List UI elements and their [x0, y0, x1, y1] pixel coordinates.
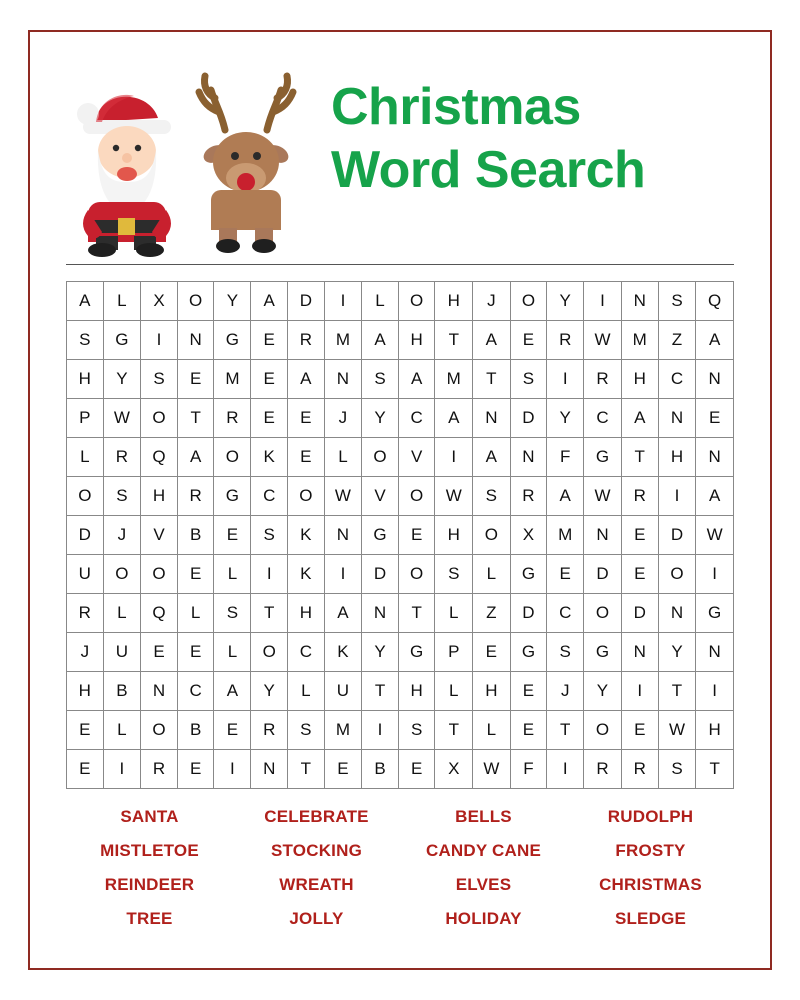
- grid-cell[interactable]: L: [435, 594, 473, 633]
- grid-row: [67, 399, 734, 438]
- grid-body: [67, 282, 734, 789]
- grid-cell[interactable]: Y: [658, 633, 696, 672]
- grid-cell[interactable]: A: [177, 438, 214, 477]
- grid-cell[interactable]: E: [67, 750, 104, 789]
- grid-cell[interactable]: O: [584, 594, 622, 633]
- grid-cell[interactable]: W: [103, 399, 141, 438]
- grid-cell[interactable]: T: [696, 750, 734, 789]
- word-list-item: ELVES: [455, 875, 512, 894]
- grid-cell[interactable]: D: [67, 516, 104, 555]
- grid-cell[interactable]: T: [288, 750, 325, 789]
- grid-cell[interactable]: O: [141, 711, 178, 750]
- grid-row: [67, 360, 734, 399]
- grid-cell[interactable]: C: [177, 672, 214, 711]
- grid-cell[interactable]: N: [141, 672, 178, 711]
- grid-cell[interactable]: Y: [362, 633, 399, 672]
- grid-cell[interactable]: Y: [547, 282, 584, 321]
- grid-cell[interactable]: I: [103, 750, 141, 789]
- grid-cell[interactable]: Q: [141, 438, 178, 477]
- grid-cell[interactable]: E: [510, 321, 547, 360]
- grid-cell[interactable]: O: [398, 477, 435, 516]
- grid-cell[interactable]: A: [696, 321, 734, 360]
- grid-cell[interactable]: E: [288, 438, 325, 477]
- grid-cell[interactable]: S: [67, 321, 104, 360]
- word-list-item: SLEDGE: [614, 909, 687, 928]
- grid-row: [67, 672, 734, 711]
- grid-cell[interactable]: T: [547, 711, 584, 750]
- grid-cell[interactable]: V: [398, 438, 435, 477]
- grid-cell[interactable]: H: [473, 672, 511, 711]
- grid-row: [67, 282, 734, 321]
- grid-cell[interactable]: I: [435, 438, 473, 477]
- grid-cell[interactable]: E: [251, 399, 288, 438]
- grid-cell[interactable]: T: [621, 438, 658, 477]
- word-list: [66, 807, 734, 929]
- grid-cell[interactable]: E: [696, 399, 734, 438]
- grid-cell[interactable]: I: [696, 555, 734, 594]
- grid-cell[interactable]: R: [141, 750, 178, 789]
- grid-cell[interactable]: H: [696, 711, 734, 750]
- grid-cell[interactable]: S: [658, 750, 696, 789]
- grid-cell[interactable]: B: [362, 750, 399, 789]
- grid-cell[interactable]: A: [67, 282, 104, 321]
- grid-cell[interactable]: J: [67, 633, 104, 672]
- word-list-item: STOCKING: [270, 841, 363, 860]
- grid-cell[interactable]: Y: [584, 672, 622, 711]
- grid-row: [67, 594, 734, 633]
- grid-cell[interactable]: E: [177, 360, 214, 399]
- grid-cell[interactable]: E: [177, 633, 214, 672]
- grid-cell[interactable]: E: [214, 516, 251, 555]
- grid-cell[interactable]: L: [473, 555, 511, 594]
- word-list-item: CHRISTMAS: [599, 875, 702, 894]
- grid-cell[interactable]: A: [288, 360, 325, 399]
- grid-cell[interactable]: I: [324, 555, 362, 594]
- grid-cell[interactable]: N: [251, 750, 288, 789]
- grid-cell[interactable]: D: [510, 594, 547, 633]
- grid-cell[interactable]: R: [584, 360, 622, 399]
- grid-cell[interactable]: N: [324, 360, 362, 399]
- grid-cell[interactable]: E: [510, 672, 547, 711]
- grid-row: [67, 438, 734, 477]
- grid-cell[interactable]: N: [696, 360, 734, 399]
- word-list-item: MISTLETOE: [100, 841, 199, 860]
- grid-cell[interactable]: I: [658, 477, 696, 516]
- worksheet-border: [28, 30, 772, 970]
- word-list-item: FROSTY: [615, 841, 686, 860]
- grid-cell[interactable]: O: [658, 555, 696, 594]
- grid-cell[interactable]: E: [141, 633, 178, 672]
- grid-cell[interactable]: T: [362, 672, 399, 711]
- grid-cell[interactable]: A: [473, 438, 511, 477]
- grid-cell[interactable]: S: [435, 555, 473, 594]
- grid-cell[interactable]: Y: [362, 399, 399, 438]
- grid-cell[interactable]: T: [473, 360, 511, 399]
- word-list-item: CANDY CANE: [425, 841, 542, 860]
- grid-cell[interactable]: I: [584, 282, 622, 321]
- grid-cell[interactable]: G: [214, 477, 251, 516]
- grid-cell[interactable]: H: [141, 477, 178, 516]
- grid-cell[interactable]: R: [547, 321, 584, 360]
- grid-cell[interactable]: H: [621, 360, 658, 399]
- grid-cell[interactable]: C: [547, 594, 584, 633]
- grid-cell[interactable]: O: [288, 477, 325, 516]
- grid-cell[interactable]: L: [214, 555, 251, 594]
- grid-cell[interactable]: S: [362, 360, 399, 399]
- grid-cell[interactable]: A: [398, 360, 435, 399]
- grid-cell[interactable]: R: [103, 438, 141, 477]
- grid-cell[interactable]: G: [362, 516, 399, 555]
- grid-cell[interactable]: L: [103, 711, 141, 750]
- grid-cell[interactable]: S: [251, 516, 288, 555]
- grid-cell[interactable]: U: [324, 672, 362, 711]
- grid-cell[interactable]: E: [621, 516, 658, 555]
- grid-cell[interactable]: C: [251, 477, 288, 516]
- grid-cell[interactable]: N: [621, 633, 658, 672]
- grid-cell[interactable]: G: [510, 633, 547, 672]
- grid-cell[interactable]: C: [658, 360, 696, 399]
- grid-cell[interactable]: M: [324, 321, 362, 360]
- grid-cell[interactable]: T: [658, 672, 696, 711]
- grid-cell[interactable]: C: [584, 399, 622, 438]
- worksheet-header: [66, 54, 734, 254]
- grid-cell[interactable]: V: [362, 477, 399, 516]
- grid-cell[interactable]: A: [362, 321, 399, 360]
- grid-cell[interactable]: X: [435, 750, 473, 789]
- grid-cell[interactable]: N: [658, 399, 696, 438]
- grid-cell[interactable]: S: [473, 477, 511, 516]
- grid-cell[interactable]: E: [398, 516, 435, 555]
- grid-cell[interactable]: S: [103, 477, 141, 516]
- grid-cell[interactable]: E: [251, 360, 288, 399]
- grid-cell[interactable]: N: [324, 516, 362, 555]
- grid-cell[interactable]: R: [214, 399, 251, 438]
- grid-cell[interactable]: W: [696, 516, 734, 555]
- grid-cell[interactable]: Y: [214, 282, 251, 321]
- grid-cell[interactable]: S: [288, 711, 325, 750]
- grid-cell[interactable]: O: [103, 555, 141, 594]
- grid-row: [67, 516, 734, 555]
- grid-cell[interactable]: L: [67, 438, 104, 477]
- grid-cell[interactable]: D: [510, 399, 547, 438]
- grid-cell[interactable]: S: [658, 282, 696, 321]
- grid-cell[interactable]: K: [288, 555, 325, 594]
- grid-cell[interactable]: L: [214, 633, 251, 672]
- grid-cell[interactable]: Q: [696, 282, 734, 321]
- grid-cell[interactable]: H: [398, 672, 435, 711]
- grid-cell[interactable]: R: [67, 594, 104, 633]
- grid-cell[interactable]: C: [288, 633, 325, 672]
- grid-cell[interactable]: N: [696, 438, 734, 477]
- grid-row: [67, 711, 734, 750]
- grid-cell[interactable]: P: [67, 399, 104, 438]
- grid-cell[interactable]: I: [324, 282, 362, 321]
- grid-cell[interactable]: E: [177, 555, 214, 594]
- grid-row: [67, 555, 734, 594]
- grid-cell[interactable]: K: [324, 633, 362, 672]
- grid-cell[interactable]: E: [177, 750, 214, 789]
- grid-cell[interactable]: O: [141, 399, 178, 438]
- grid-cell[interactable]: S: [214, 594, 251, 633]
- grid-cell[interactable]: G: [584, 438, 622, 477]
- grid-cell[interactable]: T: [398, 594, 435, 633]
- grid-cell[interactable]: U: [67, 555, 104, 594]
- reindeer-icon: [185, 60, 307, 260]
- grid-cell[interactable]: I: [214, 750, 251, 789]
- word-list-item: SANTA: [120, 807, 179, 826]
- grid-cell[interactable]: R: [621, 477, 658, 516]
- grid-cell[interactable]: N: [177, 321, 214, 360]
- grid-cell[interactable]: P: [435, 633, 473, 672]
- mascot-illustrations: [66, 54, 307, 260]
- header-divider: [66, 264, 734, 265]
- grid-cell[interactable]: H: [398, 321, 435, 360]
- grid-cell[interactable]: N: [473, 399, 511, 438]
- grid-cell[interactable]: O: [362, 438, 399, 477]
- grid-cell[interactable]: I: [621, 672, 658, 711]
- grid-cell[interactable]: O: [177, 282, 214, 321]
- grid-cell[interactable]: W: [584, 477, 622, 516]
- word-list-item: JOLLY: [289, 909, 344, 928]
- grid-cell[interactable]: O: [141, 555, 178, 594]
- grid-cell[interactable]: O: [67, 477, 104, 516]
- grid-cell[interactable]: L: [473, 711, 511, 750]
- grid-cell[interactable]: H: [288, 594, 325, 633]
- grid-cell[interactable]: M: [324, 711, 362, 750]
- grid-cell[interactable]: D: [584, 555, 622, 594]
- grid-cell[interactable]: L: [288, 672, 325, 711]
- grid-cell[interactable]: R: [288, 321, 325, 360]
- grid-cell[interactable]: U: [103, 633, 141, 672]
- word-list-item: WREATH: [279, 875, 354, 894]
- grid-cell[interactable]: L: [362, 282, 399, 321]
- grid-cell[interactable]: A: [473, 321, 511, 360]
- grid-cell[interactable]: D: [288, 282, 325, 321]
- grid-cell[interactable]: Y: [103, 360, 141, 399]
- grid-cell[interactable]: N: [510, 438, 547, 477]
- grid-cell[interactable]: D: [658, 516, 696, 555]
- grid-cell[interactable]: K: [288, 516, 325, 555]
- grid-cell[interactable]: A: [547, 477, 584, 516]
- grid-cell[interactable]: X: [141, 282, 178, 321]
- grid-cell[interactable]: E: [547, 555, 584, 594]
- grid-cell[interactable]: E: [324, 750, 362, 789]
- grid-row: [67, 750, 734, 789]
- grid-cell[interactable]: T: [435, 321, 473, 360]
- grid-cell[interactable]: O: [510, 282, 547, 321]
- grid-cell[interactable]: L: [177, 594, 214, 633]
- grid-cell[interactable]: H: [435, 282, 473, 321]
- word-list-item: CELEBRATE: [264, 807, 369, 826]
- grid-cell[interactable]: E: [214, 711, 251, 750]
- grid-cell[interactable]: D: [362, 555, 399, 594]
- grid-cell[interactable]: A: [435, 399, 473, 438]
- grid-cell[interactable]: B: [177, 516, 214, 555]
- grid-cell[interactable]: H: [67, 360, 104, 399]
- grid-cell[interactable]: J: [547, 672, 584, 711]
- grid-cell[interactable]: W: [324, 477, 362, 516]
- grid-cell[interactable]: O: [214, 438, 251, 477]
- grid-cell[interactable]: D: [621, 594, 658, 633]
- grid-cell[interactable]: G: [584, 633, 622, 672]
- grid-cell[interactable]: N: [362, 594, 399, 633]
- grid-cell[interactable]: I: [547, 750, 584, 789]
- grid-cell[interactable]: A: [621, 399, 658, 438]
- grid-row: [67, 633, 734, 672]
- grid-row: [67, 321, 734, 360]
- santa-icon: [66, 70, 181, 260]
- grid-cell[interactable]: E: [621, 711, 658, 750]
- grid-cell[interactable]: Y: [251, 672, 288, 711]
- grid-cell[interactable]: Z: [473, 594, 511, 633]
- grid-cell[interactable]: M: [547, 516, 584, 555]
- grid-cell[interactable]: H: [435, 516, 473, 555]
- title-line-1: Christmas: [331, 78, 581, 136]
- grid-cell[interactable]: S: [398, 711, 435, 750]
- grid-cell[interactable]: O: [473, 516, 511, 555]
- grid-cell[interactable]: S: [547, 633, 584, 672]
- grid-cell[interactable]: L: [103, 594, 141, 633]
- grid-cell[interactable]: B: [177, 711, 214, 750]
- grid-cell[interactable]: E: [621, 555, 658, 594]
- grid-cell[interactable]: R: [177, 477, 214, 516]
- grid-cell[interactable]: N: [584, 516, 622, 555]
- grid-cell[interactable]: N: [696, 633, 734, 672]
- grid-cell[interactable]: O: [584, 711, 622, 750]
- grid-cell[interactable]: L: [324, 438, 362, 477]
- grid-cell[interactable]: O: [398, 555, 435, 594]
- grid-cell[interactable]: Z: [658, 321, 696, 360]
- grid-cell[interactable]: T: [435, 711, 473, 750]
- grid-cell[interactable]: E: [473, 633, 511, 672]
- grid-cell[interactable]: L: [103, 282, 141, 321]
- grid-cell[interactable]: N: [621, 282, 658, 321]
- grid-row: [67, 477, 734, 516]
- grid-cell[interactable]: C: [398, 399, 435, 438]
- grid-cell[interactable]: G: [510, 555, 547, 594]
- grid-cell[interactable]: B: [103, 672, 141, 711]
- grid-cell[interactable]: E: [67, 711, 104, 750]
- grid-cell[interactable]: H: [658, 438, 696, 477]
- grid-cell[interactable]: N: [658, 594, 696, 633]
- word-list-item: REINDEER: [104, 875, 195, 894]
- word-list-item: RUDOLPH: [607, 807, 694, 826]
- word-list-item: BELLS: [455, 807, 512, 826]
- grid-cell[interactable]: E: [288, 399, 325, 438]
- grid-cell[interactable]: F: [510, 750, 547, 789]
- grid-cell[interactable]: I: [362, 711, 399, 750]
- grid-cell[interactable]: G: [398, 633, 435, 672]
- grid-cell[interactable]: T: [177, 399, 214, 438]
- grid-cell[interactable]: T: [251, 594, 288, 633]
- grid-cell[interactable]: J: [324, 399, 362, 438]
- grid-cell[interactable]: R: [621, 750, 658, 789]
- grid-cell[interactable]: A: [696, 477, 734, 516]
- grid-cell[interactable]: M: [214, 360, 251, 399]
- grid-cell[interactable]: R: [584, 750, 622, 789]
- page-title: [313, 54, 734, 203]
- grid-cell[interactable]: I: [696, 672, 734, 711]
- grid-cell[interactable]: E: [510, 711, 547, 750]
- grid-cell[interactable]: H: [67, 672, 104, 711]
- grid-cell[interactable]: A: [214, 672, 251, 711]
- grid-cell[interactable]: R: [510, 477, 547, 516]
- grid-cell[interactable]: M: [435, 360, 473, 399]
- grid-cell[interactable]: G: [696, 594, 734, 633]
- grid-cell[interactable]: A: [251, 282, 288, 321]
- grid-cell[interactable]: A: [324, 594, 362, 633]
- grid-cell[interactable]: F: [547, 438, 584, 477]
- grid-cell[interactable]: X: [510, 516, 547, 555]
- word-list-item: TREE: [126, 909, 173, 928]
- grid-cell[interactable]: S: [141, 360, 178, 399]
- grid-cell[interactable]: O: [251, 633, 288, 672]
- grid-cell[interactable]: R: [251, 711, 288, 750]
- grid-cell[interactable]: J: [103, 516, 141, 555]
- grid-cell[interactable]: I: [141, 321, 178, 360]
- grid-cell[interactable]: S: [510, 360, 547, 399]
- word-search-grid[interactable]: [66, 281, 734, 789]
- grid-cell[interactable]: J: [473, 282, 511, 321]
- grid-cell[interactable]: W: [435, 477, 473, 516]
- grid-cell[interactable]: I: [251, 555, 288, 594]
- grid-cell[interactable]: G: [103, 321, 141, 360]
- grid-cell[interactable]: E: [398, 750, 435, 789]
- grid-cell[interactable]: G: [214, 321, 251, 360]
- grid-cell[interactable]: W: [584, 321, 622, 360]
- grid-cell[interactable]: W: [473, 750, 511, 789]
- grid-cell[interactable]: W: [658, 711, 696, 750]
- grid-cell[interactable]: L: [435, 672, 473, 711]
- grid-cell[interactable]: E: [251, 321, 288, 360]
- grid-cell[interactable]: V: [141, 516, 178, 555]
- grid-cell[interactable]: O: [398, 282, 435, 321]
- grid-cell[interactable]: I: [547, 360, 584, 399]
- word-list-item: HOLIDAY: [445, 909, 522, 928]
- grid-cell[interactable]: Q: [141, 594, 178, 633]
- grid-cell[interactable]: M: [621, 321, 658, 360]
- title-line-2: Word Search: [331, 141, 646, 200]
- grid-cell[interactable]: K: [251, 438, 288, 477]
- grid-cell[interactable]: Y: [547, 399, 584, 438]
